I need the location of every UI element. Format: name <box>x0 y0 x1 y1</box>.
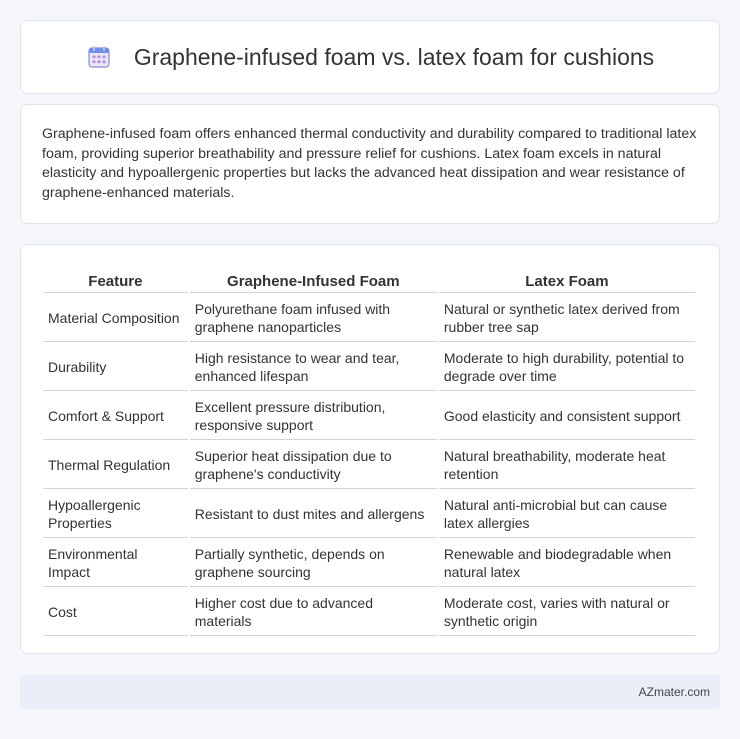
row-graphene-value: Excellent pressure distribution, responsive support <box>190 393 437 440</box>
calendar-icon <box>86 44 112 70</box>
footer-brand[interactable]: AZmater.com <box>638 685 710 699</box>
row-graphene-value: Polyurethane foam infused with graphene nanoparticles <box>190 295 437 342</box>
row-feature: Durability <box>43 344 188 391</box>
row-feature: Material Composition <box>43 295 188 342</box>
table-row <box>43 589 695 636</box>
row-graphene-value: Higher cost due to advanced materials <box>190 589 437 636</box>
table-row <box>43 295 695 342</box>
summary-text: Graphene-infused foam offers enhanced thermal conductivity and durability compared to traditional latex foam, providing superior breathability and pressure relief for cushions. Latex foam excels in natural elasticity and hypoallergenic properties but lacks the advanced heat dissipation and wear resistance of graphene-enhanced materials. <box>42 126 697 201</box>
table-header-row <box>43 267 695 293</box>
header-latex-foam: Latex Foam <box>439 267 695 293</box>
row-latex-value: Natural anti-microbial but can cause latex allergies <box>439 491 695 538</box>
row-feature: Comfort & Support <box>43 393 188 440</box>
row-latex-value: Moderate cost, varies with natural or synthetic origin <box>439 589 695 636</box>
table-row <box>43 393 695 440</box>
title-card <box>20 20 720 94</box>
comparison-table-card <box>20 244 720 654</box>
row-latex-value: Good elasticity and consistent support <box>439 393 695 440</box>
footer <box>20 675 720 709</box>
table-row <box>43 442 695 489</box>
row-latex-value: Renewable and biodegradable when natural latex <box>439 540 695 587</box>
row-graphene-value: Partially synthetic, depends on graphene sourcing <box>190 540 437 587</box>
comparison-table <box>41 265 697 638</box>
title-wrap <box>86 44 654 71</box>
row-latex-value: Moderate to high durability, potential to degrade over time <box>439 344 695 391</box>
row-feature: Cost <box>43 589 188 636</box>
table-row <box>43 344 695 391</box>
row-latex-value: Natural or synthetic latex derived from rubber tree sap <box>439 295 695 342</box>
row-graphene-value: Resistant to dust mites and allergens <box>190 491 437 538</box>
summary-card <box>20 104 720 224</box>
row-feature: Environmental Impact <box>43 540 188 587</box>
header-feature: Feature <box>43 267 188 293</box>
row-latex-value: Natural breathability, moderate heat retention <box>439 442 695 489</box>
row-graphene-value: Superior heat dissipation due to graphene's conductivity <box>190 442 437 489</box>
page-title: Graphene-infused foam vs. latex foam for cushions <box>133 43 655 70</box>
table-row <box>43 491 695 538</box>
row-feature: Hypoallergenic Properties <box>43 491 188 538</box>
row-graphene-value: High resistance to wear and tear, enhanced lifespan <box>190 344 437 391</box>
row-feature: Thermal Regulation <box>43 442 188 489</box>
header-graphene-foam: Graphene-Infused Foam <box>190 267 437 293</box>
table-row <box>43 540 695 587</box>
